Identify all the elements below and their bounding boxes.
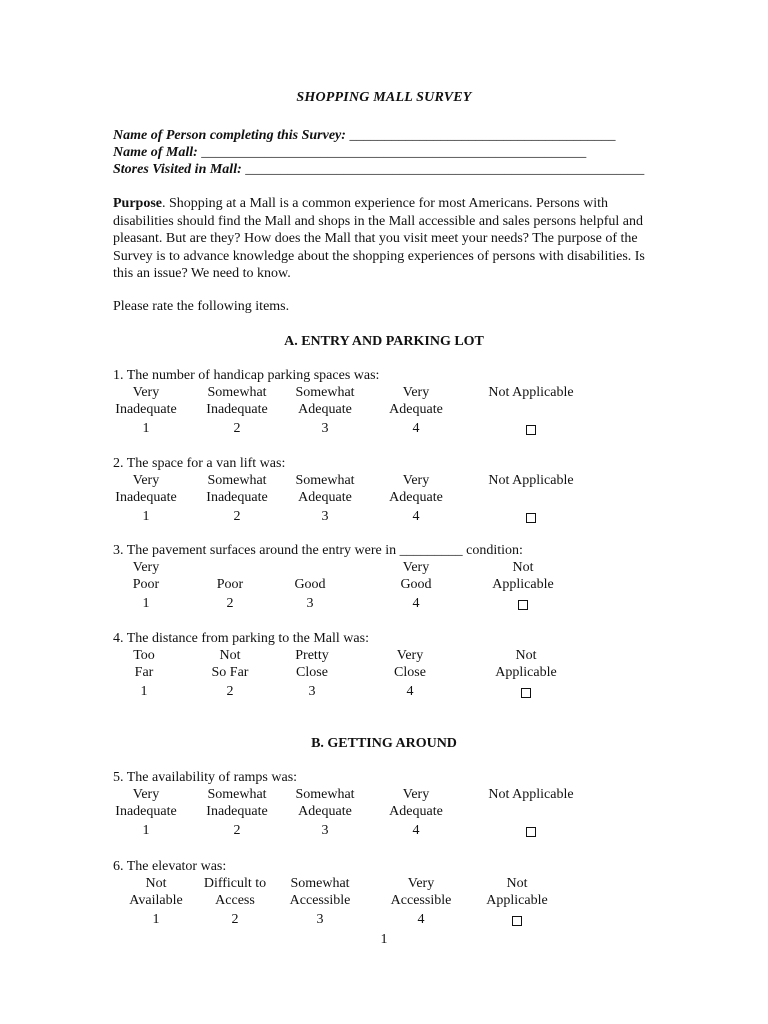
- rating-number[interactable]: 3: [321, 823, 329, 838]
- question-text: 4. The distance from parking to the Mall was:: [113, 631, 369, 646]
- option-label-line1: Somewhat: [207, 787, 267, 802]
- option-label-line2: Applicable: [492, 577, 554, 592]
- rating-number[interactable]: 2: [233, 823, 241, 838]
- question-text: 5. The availability of ramps was:: [113, 770, 298, 785]
- option-label-line1: Somewhat: [207, 473, 267, 488]
- option-label-line1: Not: [219, 648, 241, 663]
- option-label-line1: Not: [145, 876, 167, 891]
- rating-number[interactable]: 2: [233, 421, 241, 436]
- rating-number[interactable]: 1: [142, 509, 150, 524]
- rating-number[interactable]: 1: [142, 823, 150, 838]
- purpose-paragraph: [113, 195, 658, 283]
- mall-name-line: _______________________________________________________: [201, 145, 587, 160]
- option-label-line2: Close: [394, 665, 426, 680]
- rating-number[interactable]: 1: [142, 596, 150, 611]
- question-text: 3. The pavement surfaces around the entry were in _________ condition:: [113, 543, 523, 558]
- question-text: 6. The elevator was:: [113, 859, 227, 874]
- option-label-line1: Not: [515, 648, 537, 663]
- respondent-fields: [113, 127, 673, 178]
- rating-number[interactable]: 2: [233, 509, 241, 524]
- question-2: [113, 456, 673, 536]
- person-name-line: ______________________________________: [349, 128, 616, 143]
- option-label-line1: Not: [512, 560, 534, 575]
- option-label-line1: Somewhat: [290, 876, 350, 891]
- option-label-line1: Very: [132, 560, 160, 575]
- checkbox-square-icon: [512, 916, 522, 926]
- option-label-line2: Applicable: [495, 665, 557, 680]
- option-label-line2: Inadequate: [115, 804, 177, 819]
- option-label-line2: Close: [296, 665, 328, 680]
- option-label-line2: Adequate: [389, 804, 443, 819]
- not-applicable-checkbox[interactable]: [526, 424, 536, 440]
- option-label-line2: Accessible: [390, 893, 452, 908]
- option-label-line1: Not Applicable: [488, 385, 574, 400]
- person-name-field[interactable]: [113, 127, 673, 144]
- rating-number[interactable]: 3: [321, 421, 329, 436]
- option-label-line1: Very: [402, 787, 430, 802]
- page-title: SHOPPING MALL SURVEY: [296, 90, 472, 105]
- stores-visited-label: Stores Visited in Mall:: [113, 162, 242, 177]
- not-applicable-checkbox[interactable]: [521, 687, 531, 703]
- option-label-line1: Not: [506, 876, 528, 891]
- rating-number[interactable]: 1: [140, 684, 148, 699]
- option-label-line2: Poor: [216, 577, 244, 592]
- rating-number[interactable]: 4: [412, 421, 420, 436]
- option-label-line1: Very: [407, 876, 435, 891]
- option-label-line2: Access: [215, 893, 255, 908]
- rating-number[interactable]: 3: [306, 596, 314, 611]
- option-label-line1: Very: [402, 385, 430, 400]
- rating-number[interactable]: 4: [417, 912, 425, 927]
- rating-number[interactable]: 4: [412, 509, 420, 524]
- question-text: 2. The space for a van lift was:: [113, 456, 286, 471]
- option-label-line1: Very: [132, 385, 160, 400]
- rating-number[interactable]: 3: [321, 509, 329, 524]
- option-label-line1: Not Applicable: [488, 473, 574, 488]
- option-label-line2: Inadequate: [206, 804, 268, 819]
- not-applicable-checkbox[interactable]: [526, 512, 536, 528]
- option-label-line1: Difficult to: [203, 876, 267, 891]
- rating-number[interactable]: 3: [308, 684, 316, 699]
- option-label-line1: Somewhat: [295, 385, 355, 400]
- option-label-line1: Somewhat: [295, 787, 355, 802]
- checkbox-square-icon: [526, 513, 536, 523]
- option-label-line1: Very: [132, 787, 160, 802]
- option-label-line1: Pretty: [295, 648, 329, 663]
- option-label-line2: Adequate: [389, 490, 443, 505]
- rating-number[interactable]: 4: [412, 596, 420, 611]
- option-label-line2: Adequate: [298, 804, 352, 819]
- question-text: 1. The number of handicap parking spaces was:: [113, 368, 380, 383]
- option-label-line2: Applicable: [486, 893, 548, 908]
- rating-number[interactable]: 4: [412, 823, 420, 838]
- rating-number[interactable]: 2: [226, 596, 234, 611]
- option-label-line2: Far: [134, 665, 154, 680]
- option-label-line2: Poor: [132, 577, 160, 592]
- option-label-line2: Inadequate: [206, 402, 268, 417]
- question-1: [113, 368, 673, 448]
- option-label-line1: Somewhat: [207, 385, 267, 400]
- option-label-line2: Adequate: [298, 402, 352, 417]
- purpose-label: Purpose: [113, 196, 162, 211]
- checkbox-square-icon: [518, 600, 528, 610]
- question-3: [113, 543, 673, 623]
- option-label-line1: Too: [133, 648, 155, 663]
- stores-visited-field[interactable]: [113, 161, 673, 178]
- option-label-line1: Very: [402, 473, 430, 488]
- stores-visited-line: _________________________________________________________: [245, 162, 645, 177]
- section-heading-getting-around: B. GETTING AROUND: [311, 736, 457, 751]
- mall-name-label: Name of Mall:: [113, 145, 198, 160]
- question-4: [113, 631, 673, 711]
- option-label-line1: Not Applicable: [488, 787, 574, 802]
- checkbox-square-icon: [526, 827, 536, 837]
- option-label-line1: Very: [396, 648, 424, 663]
- rating-number[interactable]: 2: [231, 912, 239, 927]
- rating-number[interactable]: 4: [406, 684, 414, 699]
- option-label-line2: Accessible: [289, 893, 351, 908]
- not-applicable-checkbox[interactable]: [518, 599, 528, 615]
- option-label-line1: Somewhat: [295, 473, 355, 488]
- option-label-line2: Adequate: [298, 490, 352, 505]
- rating-number[interactable]: 2: [226, 684, 234, 699]
- option-label-line2: Adequate: [389, 402, 443, 417]
- option-label-line2: Inadequate: [115, 490, 177, 505]
- person-name-label: Name of Person completing this Survey:: [113, 128, 346, 143]
- not-applicable-checkbox[interactable]: [526, 826, 536, 842]
- rating-instruction: Please rate the following items.: [113, 299, 290, 314]
- rating-number[interactable]: 1: [152, 912, 160, 927]
- rating-number[interactable]: 3: [316, 912, 324, 927]
- option-label-line1: Very: [132, 473, 160, 488]
- purpose-text: . Shopping at a Mall is a common experience for most Americans. Persons with disabilities should find the Mall and shops in the Mall accessible and sales persons helpful and pleasant. But are they? How does the Mall that you visit meet your needs? The purpose of the Survey is to advance knowledge about the shopping experiences of persons with disabilities. Is this an issue? We need to know.: [113, 196, 645, 281]
- mall-name-field[interactable]: [113, 144, 673, 161]
- question-5: [113, 770, 673, 850]
- option-label-line2: Available: [129, 893, 183, 908]
- question-6: [113, 859, 673, 939]
- option-label-line2: Inadequate: [206, 490, 268, 505]
- option-label-line2: So Far: [211, 665, 249, 680]
- option-label-line2: Inadequate: [115, 402, 177, 417]
- option-label-line2: Good: [400, 577, 432, 592]
- page-number: 1: [380, 932, 388, 947]
- option-label-line2: Good: [294, 577, 326, 592]
- option-label-line1: Very: [402, 560, 430, 575]
- section-heading-entry-parking: A. ENTRY AND PARKING LOT: [284, 334, 484, 349]
- not-applicable-checkbox[interactable]: [512, 915, 522, 931]
- checkbox-square-icon: [526, 425, 536, 435]
- checkbox-square-icon: [521, 688, 531, 698]
- rating-number[interactable]: 1: [142, 421, 150, 436]
